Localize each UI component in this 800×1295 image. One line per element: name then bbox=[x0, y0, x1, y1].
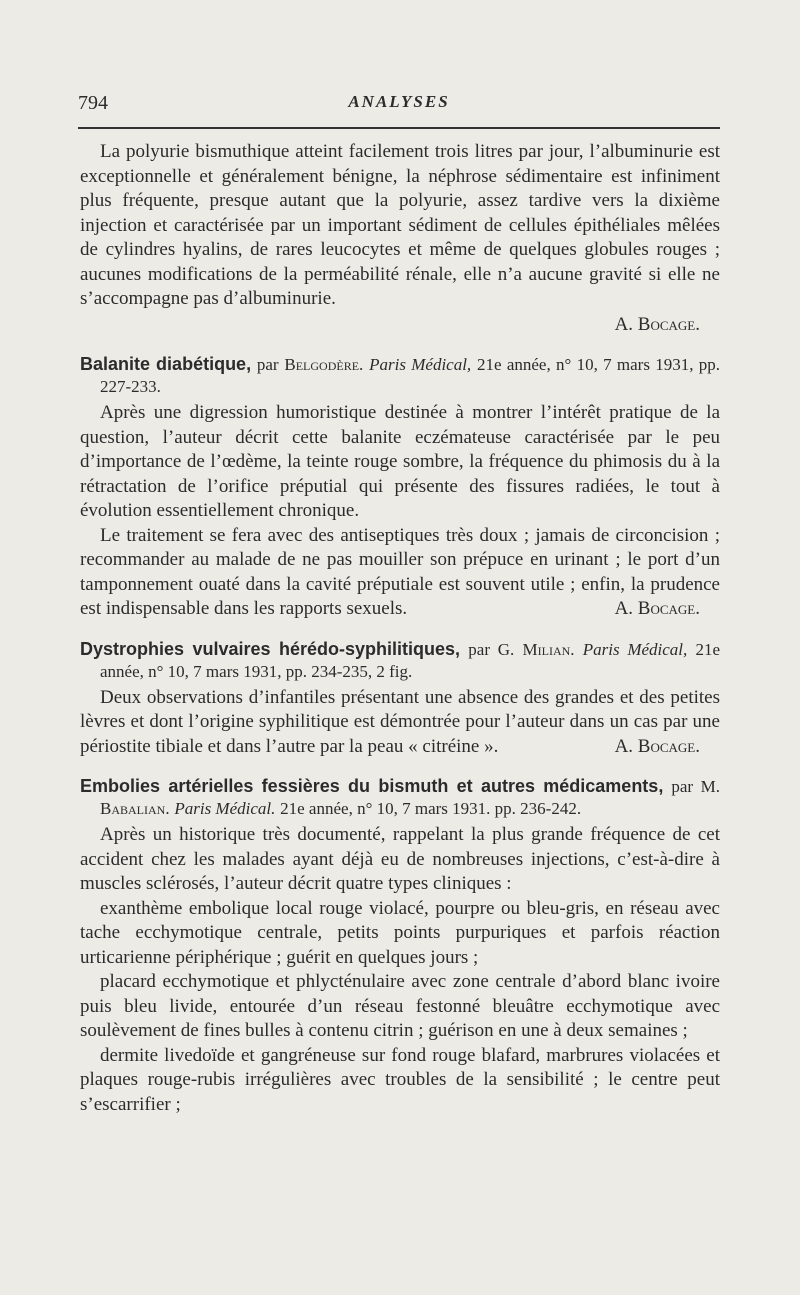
article4-journal: Paris Médical. bbox=[174, 799, 276, 818]
article4-details: 21e année, n° 10, 7 mars 1931. pp. 236-242. bbox=[280, 799, 582, 818]
article2-title: Balanite diabétique, bbox=[80, 354, 252, 374]
article2-signature: A. Bocage. bbox=[614, 598, 700, 619]
page-header bbox=[78, 92, 720, 120]
article3-paragraph: Deux observations d’infantiles présentant une absence des grandes et des petites lèvres et dont l’origine syphilitique est démontrée pour l’auteur dans un cas par une périostite tibiale et dans l’autre par la peau « citréine ». A. Bocage. bbox=[80, 686, 720, 760]
article1-paragraph: La polyurie bismuthique atteint facilement trois litres par jour, l’albuminurie est exceptionnelle et généralement bénigne, la néphrose sédimentaire est infiniment plus fréquente, presque autant que la polyurie, assez tardive vers la dixième injection et caractérisée par un important sédiment de cellules épithéliales mêlées de cylindres hyalins, de rares leucocytes et même de quelques globules rouges ; aucunes modifications de la perméabilité rénale, elle n’a aucune gravité si elle ne s’accompagne pas d’albuminurie. bbox=[80, 141, 720, 309]
running-title: ANALYSES bbox=[348, 92, 450, 111]
article3-details: 21e année, n° 10, 7 mars 1931, pp. 234-235, 2 fig. bbox=[100, 639, 721, 681]
article4-type-3: dermite livedoïde et gangréneuse sur fond rouge blafard, marbrures violacées et plaques rouge-rubis irrégulières avec troubles de la sensibilité ; le centre peut s’escarrifier ; bbox=[80, 1044, 720, 1115]
article2-author: Belgodère. bbox=[284, 355, 364, 374]
article3-signature: A. Bocage. bbox=[614, 735, 700, 757]
article4-title: Embolies artérielles fessières du bismuth et autres médicaments, bbox=[80, 776, 664, 796]
header-rule bbox=[78, 127, 720, 129]
article4-citation: Embolies artérielles fessières du bismuth et autres médicaments, par M. Babalian. Paris Médical. 21e année, n° 10, 7 mars 1931. pp. 236-242. bbox=[80, 776, 721, 818]
page-number: 794 bbox=[78, 92, 108, 114]
article2-citation: Balanite diabétique, par Belgodère. Paris Médical, 21e année, n° 10, 7 mars 1931, pp. 227-233. bbox=[80, 354, 721, 396]
article4-author: Babalian. bbox=[100, 799, 170, 818]
article3-journal: Paris Médical, bbox=[582, 639, 688, 659]
article2-details: 21e année, n° 10, 7 mars 1931, pp. 227-233. bbox=[100, 355, 721, 396]
article1-signature: A. Bocage. bbox=[614, 313, 700, 335]
article3-citation: Dystrophies vulvaires hérédo-syphilitiques, par G. Milian. Paris Médical, 21e année, n° 10, 7 mars 1931, pp. 234-235, 2 fig. bbox=[80, 638, 721, 681]
article2-paragraph-1: Après une digression humoristique destinée à montrer l’intérêt pratique de la question, l’auteur décrit cette balanite eczémateuse caractérisée par le peu d’importance de l’œdème, la teinte rouge sombre, la fréquence du phimosis du à la rétractation de l’orifice préputial qui présente des fissures radiées, le tout à évolution essentiellement chronique. bbox=[80, 402, 720, 521]
article3-title: Dystrophies vulvaires hérédo-syphilitiques, bbox=[80, 638, 461, 659]
article2-journal: Paris Médical, bbox=[369, 355, 472, 374]
article4-type-1: exanthème embolique local rouge violacé, pourpre ou bleu-gris, en réseau avec tache ecchymotique centrale, petits points purpuriques et parfois réaction urticarienne périphérique ; guérit en quelques jours ; bbox=[80, 897, 720, 968]
article2-paragraph-2: Le traitement se fera avec des antiseptiques très doux ; jamais de circoncision ; recommander au malade de ne pas mouiller son prépuce en urinant ; le port d’un tamponnement ouaté dans la cavité préputiale est souvent utile ; enfin, la prudence est indispensable dans les rapports sexuels. A. Bocage. bbox=[80, 524, 720, 622]
body-text bbox=[80, 140, 720, 1117]
article4-type-2: placard ecchymotique et phlycténulaire avec zone centrale d’abord blanc ivoire puis bleu livide, entourée d’un réseau festonné bleuâtre ecchymotique avec soulèvement de fines bulles à contenu citrin ; guérison en une à deux semaines ; bbox=[80, 971, 720, 1041]
article4-paragraph: Après un historique très documenté, rappelant la plus grande fréquence de cet accident chez les malades ayant déjà eu de nombreuses injections, c’est-à-dire à muscles sclérosés, l’auteur décrit quatre types cliniques : bbox=[80, 824, 720, 894]
article3-author: Milian. bbox=[522, 639, 575, 659]
